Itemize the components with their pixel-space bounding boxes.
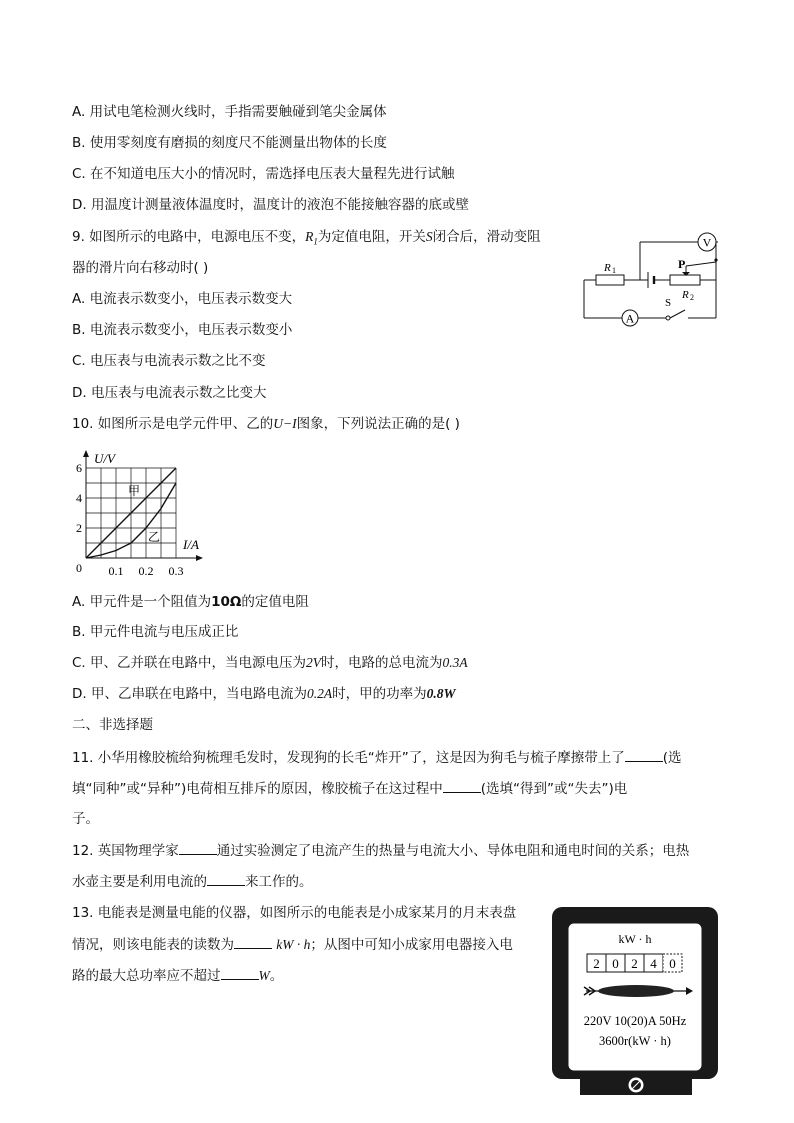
- q10-option-d: D. 甲、乙串联在电路中，当电路电流为0.2A时，甲的功率为0.8W: [72, 686, 456, 702]
- q8-option-a: A. 用试电笔检测火线时，手指需要触碰到笔尖金属体: [72, 104, 387, 120]
- q13-blank-2[interactable]: [221, 965, 259, 980]
- q9-stem-line2: 器的滑片向右移动时( ): [72, 260, 209, 276]
- q13-blank-1[interactable]: [234, 934, 272, 949]
- q13-line1: 13. 电能表是测量电能的仪器，如图所示的电能表是小成家某月的月末表盘: [72, 905, 517, 921]
- y-axis-label: U/V: [94, 451, 115, 466]
- x-tick-label: 0.3: [168, 564, 184, 578]
- q9-circuit-diagram: [580, 228, 725, 332]
- q10-stem: 10. 如图所示是电学元件甲、乙的U−I图象，下列说法正确的是( ): [72, 416, 460, 432]
- voltmeter-label: V: [702, 235, 712, 250]
- r1-subscript: 1: [612, 266, 616, 275]
- q8-option-d: D. 用温度计测量液体温度时，温度计的液泡不能接触容器的底或壁: [72, 197, 469, 213]
- q8-option-b: B. 使用零刻度有磨损的刻度尺不能测量出物体的长度: [72, 135, 387, 151]
- q11-line1: 11. 小华用橡胶梳给狗梳理毛发时，发现狗的长毛“炸开”了，这是因为狗毛与梳子摩擦带上了 (选: [72, 747, 682, 768]
- q12-blank-1[interactable]: [179, 840, 217, 855]
- q13-line3: 路的最大总功率应不超过 W。: [72, 965, 283, 986]
- q10-option-c: C. 甲、乙并联在电路中，当电源电压为2V时，电路的总电流为0.3A: [72, 655, 468, 671]
- switch-s-label: S: [665, 297, 672, 309]
- y-tick-label: 4: [76, 491, 82, 505]
- section-2-heading: 二、非选择题: [72, 717, 153, 733]
- q12-line2: 水壶主要是利用电流的 来工作的。: [72, 871, 313, 892]
- meter-digit: 2: [631, 956, 638, 971]
- q11-blank-2[interactable]: [443, 778, 481, 793]
- q8-option-c: C. 在不知道电压大小的情况时，需选择电压表大量程先进行试触: [72, 166, 455, 182]
- q10-option-a: A. 甲元件是一个阻值为10Ω的定值电阻: [72, 594, 309, 610]
- meter-digit: 2: [593, 956, 600, 971]
- q10-option-b: B. 甲元件电流与电压成正比: [72, 624, 239, 640]
- slider-p-label: P: [678, 257, 686, 271]
- q11-line3: 子。: [72, 811, 99, 827]
- ui-chart: [70, 448, 220, 578]
- q9-option-d: D. 电压表与电流表示数之比变大: [72, 385, 267, 401]
- series-label-jia: 甲: [128, 484, 141, 498]
- y-tick-label: 6: [76, 461, 82, 475]
- y-tick-label: 0: [76, 561, 82, 575]
- electricity-meter: [550, 905, 720, 1100]
- x-tick-label: 0.1: [108, 564, 124, 578]
- series-label-yi: 乙: [148, 530, 161, 544]
- r2-subscript: 2: [690, 293, 694, 302]
- meter-digit: 4: [650, 956, 657, 971]
- q11-line2: 填“同种”或“异种”)电荷相互排斥的原因，橡胶梳子在这过程中 (选填“得到”或“失去”)电: [72, 778, 627, 799]
- x-axis-label: I/A: [183, 537, 199, 552]
- meter-constant: 3600r(kW · h): [599, 1034, 671, 1048]
- meter-digit: 0: [612, 956, 619, 971]
- q9-stem-line1: 9. 如图所示的电路中，电源电压不变，$R_1$为定值电阻，开关S闭合后，滑动变阻: [72, 229, 541, 247]
- q9-option-c: C. 电压表与电流表示数之比不变: [72, 353, 266, 369]
- q9-option-b: B. 电流表示数变小，电压表示数变小: [72, 322, 293, 338]
- meter-unit: kW · h: [618, 932, 652, 946]
- q9-option-a: A. 电流表示数变小，电压表示数变大: [72, 291, 293, 307]
- q12-blank-2[interactable]: [207, 871, 245, 886]
- y-tick-label: 2: [76, 521, 82, 535]
- q11-blank-1[interactable]: [625, 747, 663, 762]
- meter-digit: 0: [669, 956, 676, 971]
- q13-line2: 情况，则该电能表的读数为 kW · h；从图中可知小成家用电器接入电: [72, 934, 513, 955]
- ammeter-label: A: [625, 311, 635, 326]
- x-tick-label: 0.2: [138, 564, 154, 578]
- r1-label: R: [604, 262, 611, 274]
- q12-line1: 12. 英国物理学家 通过实验测定了电流产生的热量与电流大小、导体电阻和通电时间的关系；电热: [72, 840, 689, 861]
- r2-label: R: [682, 289, 689, 301]
- meter-rating: 220V 10(20)A 50Hz: [583, 1014, 687, 1028]
